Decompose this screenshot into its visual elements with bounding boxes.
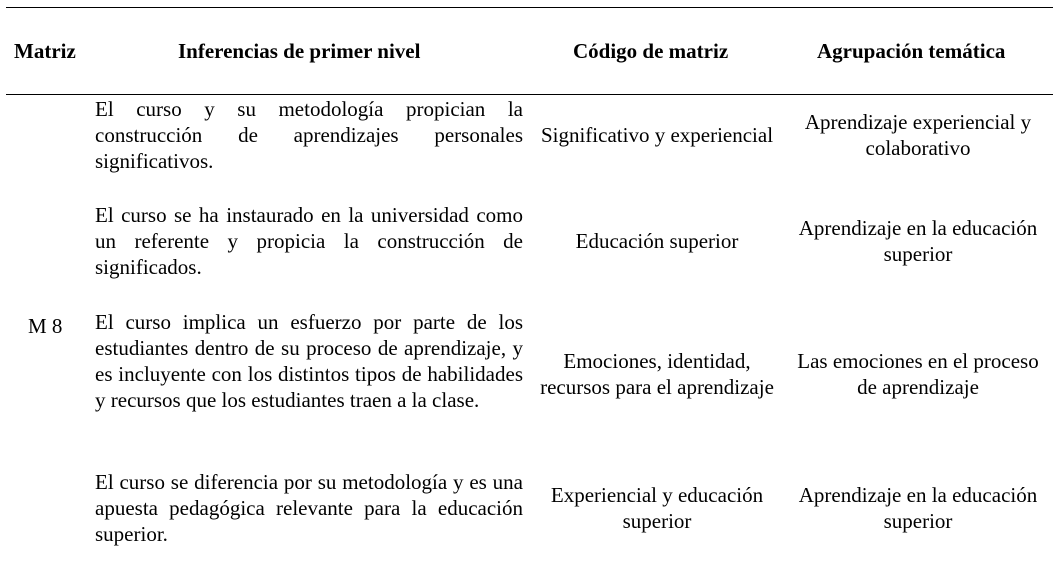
table-row-2-agrupacion [787,309,1049,439]
table-row-0-inferencia: El curso y su metodología propician la construcción de aprendizajes personales significativos. [95,97,523,173]
table-row-2-inferencia: El curso implica un esfuerzo por parte de los estudiantes dentro de su proceso de aprendizaje, y es incluyente con los distintos tipos de habilidades y recursos que los estudiantes traen a la clase. [95,310,523,412]
table-row-0-agrupacion [787,96,1049,174]
header-agrupacion: Agrupación temática [817,39,1006,63]
inference-table [6,0,1053,561]
table-row-3-agrupacion [787,469,1049,547]
header-matriz: Matriz [14,39,76,63]
table-row-1-codigo-text: Educación superior [575,229,739,253]
table-row-0-codigo-text: Significativo y experiencial [540,123,774,147]
table-row-3-codigo-text: Experiencial y educación superior [550,483,764,533]
table-row-1-inferencia: El curso se ha instaurado en la universidad como un referente y propicia la construcción de significados. [95,203,523,279]
matrix-id: M 8 [28,314,63,338]
table-row-0-agrupacion-text: Aprendizaje experiencial y colaborativo [804,110,1032,160]
header-inferencias: Inferencias de primer nivel [178,39,421,63]
table-row-2-codigo [533,309,781,439]
table-row-1-agrupacion [787,202,1049,280]
table-row-2-codigo-text: Emociones, identidad, recursos para el aprendizaje [540,349,774,399]
header-bottom-rule [6,94,1053,95]
table-row-1-agrupacion-text: Aprendizaje en la educación superior [798,216,1038,266]
table-top-rule [6,7,1053,8]
table-row-0-codigo [533,96,781,174]
table-row-3-agrupacion-text: Aprendizaje en la educación superior [798,483,1038,533]
table-row-3-inferencia: El curso se diferencia por su metodología y es una apuesta pedagógica relevante para la educación superior. [95,470,523,546]
header-codigo: Código de matriz [573,39,729,63]
table-row-1-codigo [533,202,781,280]
table-row-2-agrupacion-text: Las emociones en el proceso de aprendizaje [797,349,1039,399]
table-row-3-codigo [533,469,781,547]
